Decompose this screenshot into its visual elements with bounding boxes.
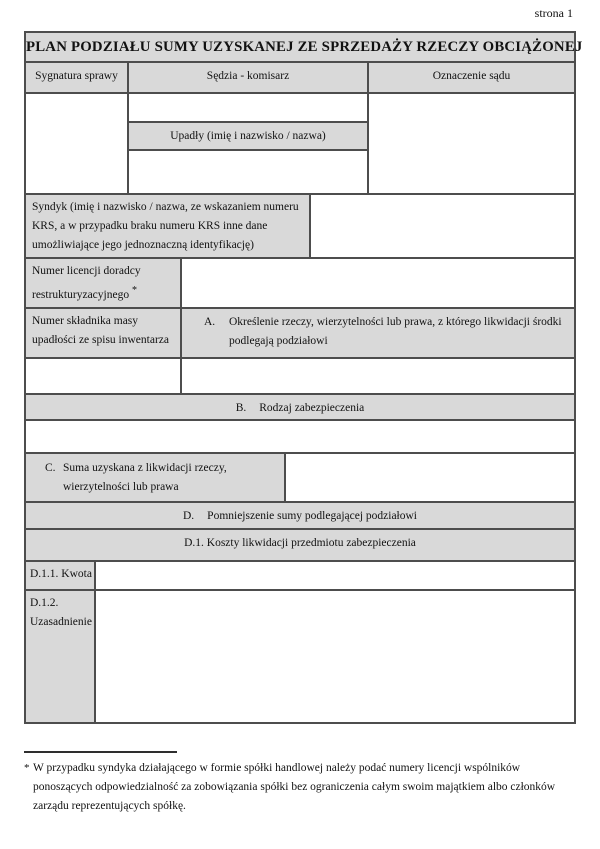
sedzia-value-cell bbox=[128, 93, 368, 122]
header-sedzia: Sędzia - komisarz bbox=[128, 62, 368, 93]
licencja-label-line1: Numer licencji doradcy bbox=[32, 265, 141, 277]
section-a-letter: A. bbox=[204, 316, 216, 328]
footnote bbox=[24, 751, 572, 816]
section-a-header bbox=[181, 308, 575, 358]
d12-label-line2: Uzasadnienie bbox=[30, 616, 92, 628]
form-title: PLAN PODZIAŁU SUMY UZYSKANEJ ZE SPRZEDAŻY RZECZY OBCIĄŻONEJ bbox=[25, 32, 575, 62]
footnote-marker: * bbox=[24, 762, 30, 774]
section-b-letter: B. bbox=[235, 402, 247, 414]
header-sygnatura: Sygnatura sprawy bbox=[25, 62, 128, 93]
footnote-rule bbox=[24, 751, 177, 753]
header-oznaczenie: Oznaczenie sądu bbox=[368, 62, 575, 93]
upadly-header: Upadły (imię i nazwisko / nazwa) bbox=[128, 122, 368, 150]
section-a-text: Określenie rzeczy, wierzytelności lub prawa, z którego likwidacji środki podlegają podziałowi bbox=[229, 316, 562, 347]
section-c-letter: C. bbox=[45, 462, 56, 474]
footnote-text: * W przypadku syndyka działającego w formie spółki handlowej należy podać numery licencji wspólników ponoszących odpowiedzialność za zobowiązania spółki bez ograniczenia całym swoim majątkiem albo członków zarządu reprezentujących spółkę. bbox=[24, 759, 572, 816]
section-d-letter: D. bbox=[182, 510, 195, 522]
syndyk-value-cell bbox=[310, 194, 575, 258]
section-a-value-cell bbox=[181, 358, 575, 394]
syndyk-label: Syndyk (imię i nazwisko / nazwa, ze wskazaniem numeru KRS, a w przypadku braku numeru KRS inne dane umożliwiające jego jednoznaczną identyfikację) bbox=[25, 194, 310, 258]
d12-label-line1: D.1.2. bbox=[30, 597, 59, 609]
d12-value-cell bbox=[95, 590, 575, 723]
form-table bbox=[24, 31, 583, 724]
licencja-label bbox=[25, 258, 181, 308]
oznaczenie-value-cell bbox=[368, 93, 575, 194]
sygnatura-value-cell bbox=[25, 93, 128, 194]
section-b-header bbox=[25, 394, 575, 420]
skladnik-value-cell bbox=[25, 358, 181, 394]
d11-value-cell bbox=[95, 561, 575, 590]
section-d-header bbox=[25, 502, 575, 529]
d12-label bbox=[25, 590, 95, 723]
section-c-label bbox=[25, 453, 285, 502]
section-b-value-cell bbox=[25, 420, 575, 453]
skladnik-label bbox=[25, 308, 181, 358]
licencja-asterisk: * bbox=[131, 285, 137, 296]
section-c-value-cell bbox=[285, 453, 575, 502]
section-b-text: Rodzaj zabezpieczenia bbox=[259, 402, 365, 414]
section-d1-header: D.1. Koszty likwidacji przedmiotu zabezpieczenia bbox=[25, 529, 575, 561]
skladnik-label-line1: Numer składnika masy bbox=[32, 315, 139, 327]
licencja-label-line2: restrukturyzacyjnego * bbox=[32, 285, 137, 301]
licencja-value-cell bbox=[181, 258, 575, 308]
d11-label: D.1.1. Kwota bbox=[25, 561, 95, 590]
skladnik-label-line2: upadłości ze spisu inwentarza bbox=[32, 334, 169, 346]
page-number: strona 1 bbox=[534, 6, 573, 20]
section-c-text: Suma uzyskana z likwidacji rzeczy, wierzytelności lub prawa bbox=[63, 462, 227, 493]
upadly-value-cell bbox=[128, 150, 368, 194]
section-d-text: Pomniejszenie sumy podlegającej podziałowi bbox=[207, 510, 417, 522]
